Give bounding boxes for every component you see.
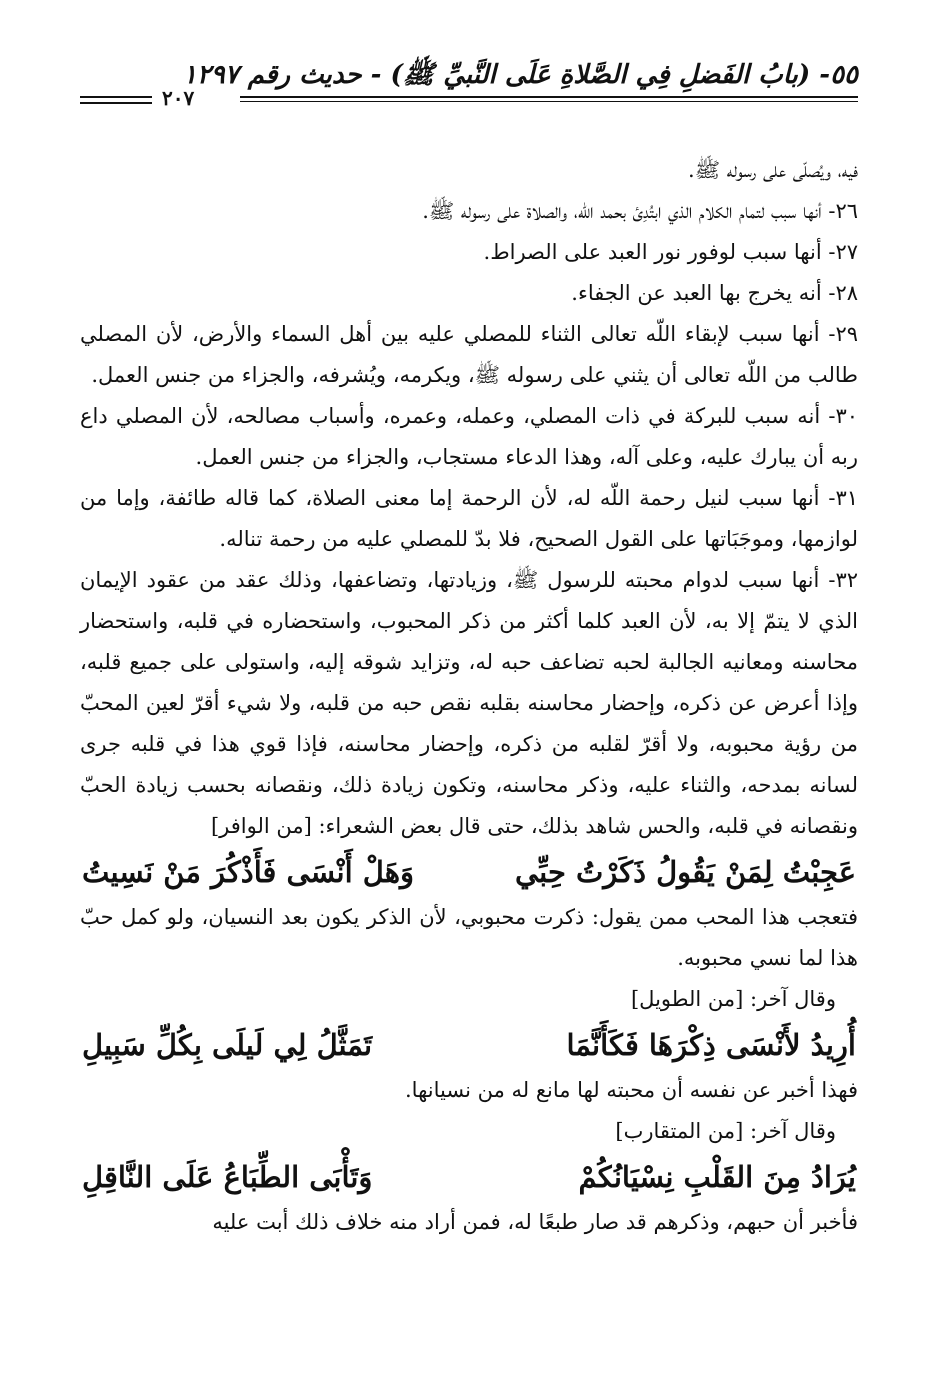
paragraph-item-32: ٣٢- أنها سبب لدوام محبته للرسول ﷺ، وزيادتها، وتضاعفها، وذلك عقد من عقود الإيمان الذي لا يتمّ إلا به، لأن العبد كلما أكثر من ذكر المحبوب، واستحضاره في قلبه، واستحضار محاسنه ومعانيه الجالبة لحبه تضاعف حبه له، وتزايد شوقه إليه، واستولى على جميع قلبه، وإذا أعرض عن ذكره، وإحضار محاسنه بقلبه نقص حبه من قلبه، ولا شيء أقرّ لعين المحبّ من رؤية محبوبه، ولا أقرّ لقلبه من ذكره، وإحضار محاسنه، فإذا قوي هذا في قلبه جرى لسانه بمدحه، والثناء عليه، وذكر محاسنه، وتكون زيادة ذلك، ونقصانه بحسب زيادة الحبّ ونقصانه في قلبه، والحس شاهد بذلك، حتى قال بعض الشعراء: [من الوافر] (80, 568, 859, 838)
verse-3-first-hemistich: يُرَادُ مِنَ القَلْبِ نِسْيَانُكُمْ (578, 1160, 856, 1194)
verse-2-first-hemistich: أُرِيدُ لأَنْسَى ذِكْرَهَا فَكَأَنَّمَا (566, 1028, 856, 1062)
page-number-rule (80, 96, 152, 104)
poem-verse-3 (80, 1152, 858, 1202)
poem-verse-1 (80, 847, 858, 897)
paragraph-continuation: فيه، ويُصلّى على رسوله ﷺ. (688, 158, 858, 182)
body-text (80, 150, 858, 1243)
commentary-verse-2: فهذا أخبر عن نفسه أن محبته لها مانع له من نسيانها. (405, 1078, 858, 1102)
verse-1-first-hemistich: عَجِبْتُ لِمَنْ يَقُولُ ذَكَرْتُ حِبِّي (515, 855, 856, 889)
verse-2-intro: وقال آخر: [من الطويل] (630, 987, 836, 1011)
verse-3-intro: وقال آخر: [من المتقارب] (615, 1119, 836, 1143)
paragraph-item-26: ٢٦- أنها سبب لتمام الكلام الذي ابتُدِئ بحمد اللّه، والصلاة على رسوله ﷺ. (422, 199, 858, 223)
paragraph-item-30: ٣٠- أنه سبب للبركة في ذات المصلي، وعمله، وعمره، وأسباب مصالحه، لأن المصلي داع ربه أن يبارك عليه، وعلى آله، وهذا الدعاء مستجاب، والجزاء من جنس العمل. (80, 404, 858, 469)
paragraph-item-27: ٢٧- أنها سبب لوفور نور العبد على الصراط. (483, 240, 858, 264)
commentary-verse-1: فتعجب هذا المحب ممن يقول: ذكرت محبوبي، لأن الذكر يكون بعد النسيان، ولو كمل حبّ هذا لما نسي محبوبه. (80, 905, 858, 970)
header-rule (240, 96, 858, 102)
verse-3-second-hemistich: وَتَأْبَى الطِّبَاعُ عَلَى النَّاقِلِ (82, 1160, 373, 1194)
running-header (80, 58, 858, 108)
book-page (80, 58, 858, 1243)
poem-verse-2 (80, 1020, 858, 1070)
header-title: ٥٥- (بابُ الفَضلِ فِي الصَّلاةِ عَلَى النَّبيِّ ﷺ) - حديث رقم ١٢٩٧ (182, 60, 858, 90)
commentary-verse-3: فأخبر أن حبهم، وذكرهم قد صار طبعًا له، فمن أراد منه خلاف ذلك أبت عليه (212, 1210, 858, 1234)
paragraph-item-28: ٢٨- أنه يخرج بها العبد عن الجفاء. (571, 281, 858, 305)
verse-2-second-hemistich: تَمَثَّلُ لِي لَيلَى بِكُلِّ سَبِيلِ (82, 1028, 373, 1062)
paragraph-item-31: ٣١- أنها سبب لنيل رحمة اللّه له، لأن الرحمة إما معنى الصلاة، كما قاله طائفة، وإما من لوازمها، وموجَبَاتها على القول الصحيح، فلا بدّ للمصلي عليه من رحمة تناله. (80, 486, 858, 551)
page-number: ٢٠٧ (162, 86, 195, 110)
paragraph-item-29: ٢٩- أنها سبب لإبقاء اللّه تعالى الثناء للمصلي عليه بين أهل السماء والأرض، لأن المصلي طالب من اللّه تعالى أن يثني على رسوله ﷺ، ويكرمه، ويُشرفه، والجزاء من جنس العمل. (80, 322, 858, 387)
verse-1-second-hemistich: وَهَلْ أَنْسَى فَأَذْكُرَ مَنْ نَسِيتُ (82, 855, 415, 889)
